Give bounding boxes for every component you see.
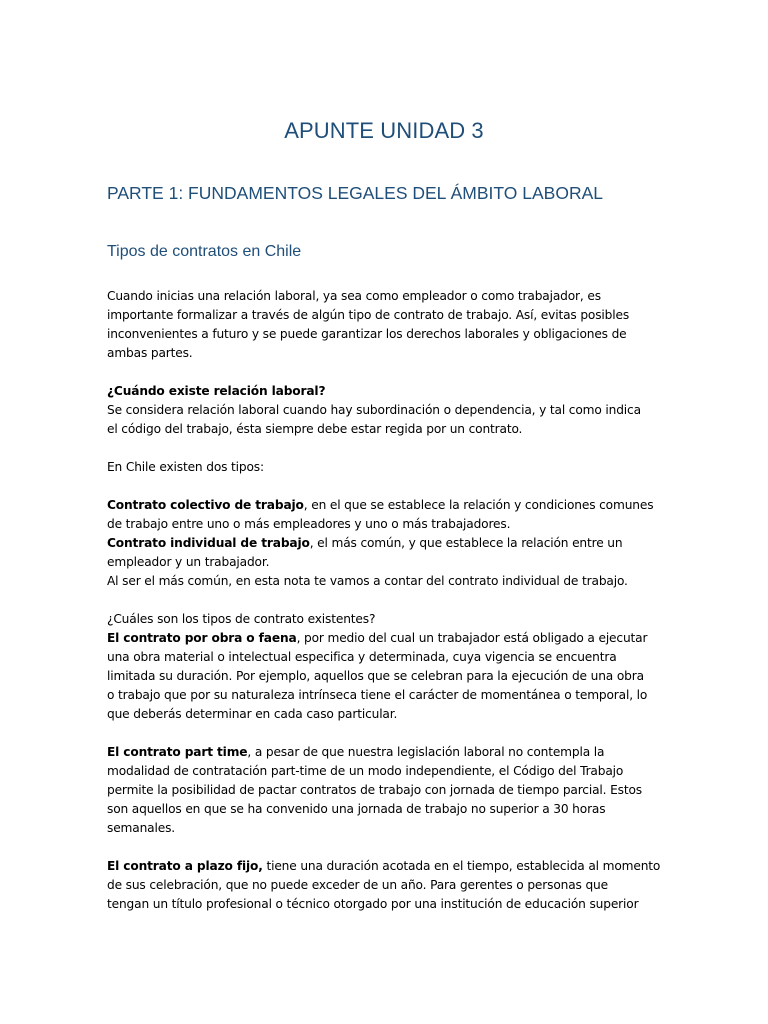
intro-paragraph: [107, 287, 663, 363]
plazo-fijo-term: El contrato a plazo fijo,: [107, 859, 263, 873]
text-line: el código del trabajo, ésta siempre debe estar regida por un contrato.: [107, 422, 523, 436]
text-line: son aquellos en que se ha convenido una jornada de trabajo no superior a 30 horas: [107, 802, 606, 816]
text-line: o trabajo que por su naturaleza intrínseca tiene el carácter de momentánea o temporal, lo: [107, 688, 648, 702]
relacion-paragraph: [107, 382, 663, 439]
text-line: una obra material o intelectual especifica y determinada, cuya vigencia se encuentra: [107, 650, 617, 664]
document-body: [107, 287, 663, 914]
colectivo-term: Contrato colectivo de trabajo: [107, 498, 304, 512]
dos-tipos-text: En Chile existen dos tipos:: [107, 460, 264, 474]
tipos-paragraph: [107, 496, 663, 591]
part-time-paragraph: [107, 743, 663, 838]
text-line: importante formalizar a través de algún tipo de contrato de trabajo. Así, evitas posibles: [107, 308, 630, 322]
obra-text: , por medio del cual un trabajador está obligado a ejecutar: [296, 631, 648, 645]
text-line: Cuando inicias una relación laboral, ya sea como empleador o como trabajador, es: [107, 289, 601, 303]
text-line: inconvenientes a futuro y se puede garantizar los derechos laborales y obligaciones de: [107, 327, 627, 341]
relacion-question: ¿Cuándo existe relación laboral?: [107, 384, 326, 398]
individual-text: , el más común, y que establece la relación entre un: [309, 536, 623, 550]
text-line: que deberás determinar en cada caso particular.: [107, 707, 398, 721]
text-line: ambas partes.: [107, 346, 193, 360]
text-line: limitada su duración. Por ejemplo, aquellos que se celebran para la ejecución de una obra: [107, 669, 644, 683]
individual-term: Contrato individual de trabajo: [107, 536, 310, 550]
part-time-term: El contrato part time: [107, 745, 248, 759]
text-line: modalidad de contratación part-time de un modo independiente, el Código del Trabajo: [107, 764, 624, 778]
text-line: permite la posibilidad de pactar contratos de trabajo con jornada de tiempo parcial. Estos: [107, 783, 642, 797]
colectivo-text: , en el que se establece la relación y condiciones comunes: [303, 498, 654, 512]
obra-paragraph: [107, 610, 663, 724]
document-title: APUNTE UNIDAD 3: [284, 118, 484, 143]
nota-text: Al ser el más común, en esta nota te vamos a contar del contrato individual de trabajo.: [107, 574, 628, 588]
section-heading: Tipos de contratos en Chile: [107, 243, 302, 260]
text-line: empleador y un trabajador.: [107, 555, 270, 569]
text-line: de sus celebración, que no puede exceder de un año. Para gerentes o personas que: [107, 878, 608, 892]
text-line: semanales.: [107, 821, 175, 835]
part-time-text: , a pesar de que nuestra legislación laboral no contempla la: [247, 745, 605, 759]
plazo-fijo-paragraph: [107, 857, 663, 914]
text-line: Se considera relación laboral cuando hay subordinación o dependencia, y tal como indica: [107, 403, 641, 417]
text-line: de trabajo entre uno o más empleadores y uno o más trabajadores.: [107, 517, 511, 531]
tipos-question: ¿Cuáles son los tipos de contrato existentes?: [107, 612, 376, 626]
part-heading: PARTE 1: FUNDAMENTOS LEGALES DEL ÁMBITO LABORAL: [107, 183, 603, 203]
obra-term: El contrato por obra o faena: [107, 631, 297, 645]
plazo-fijo-text: tiene una duración acotada en el tiempo, establecida al momento: [262, 859, 661, 873]
text-line: tengan un título profesional o técnico otorgado por una institución de educación superior: [107, 897, 639, 911]
